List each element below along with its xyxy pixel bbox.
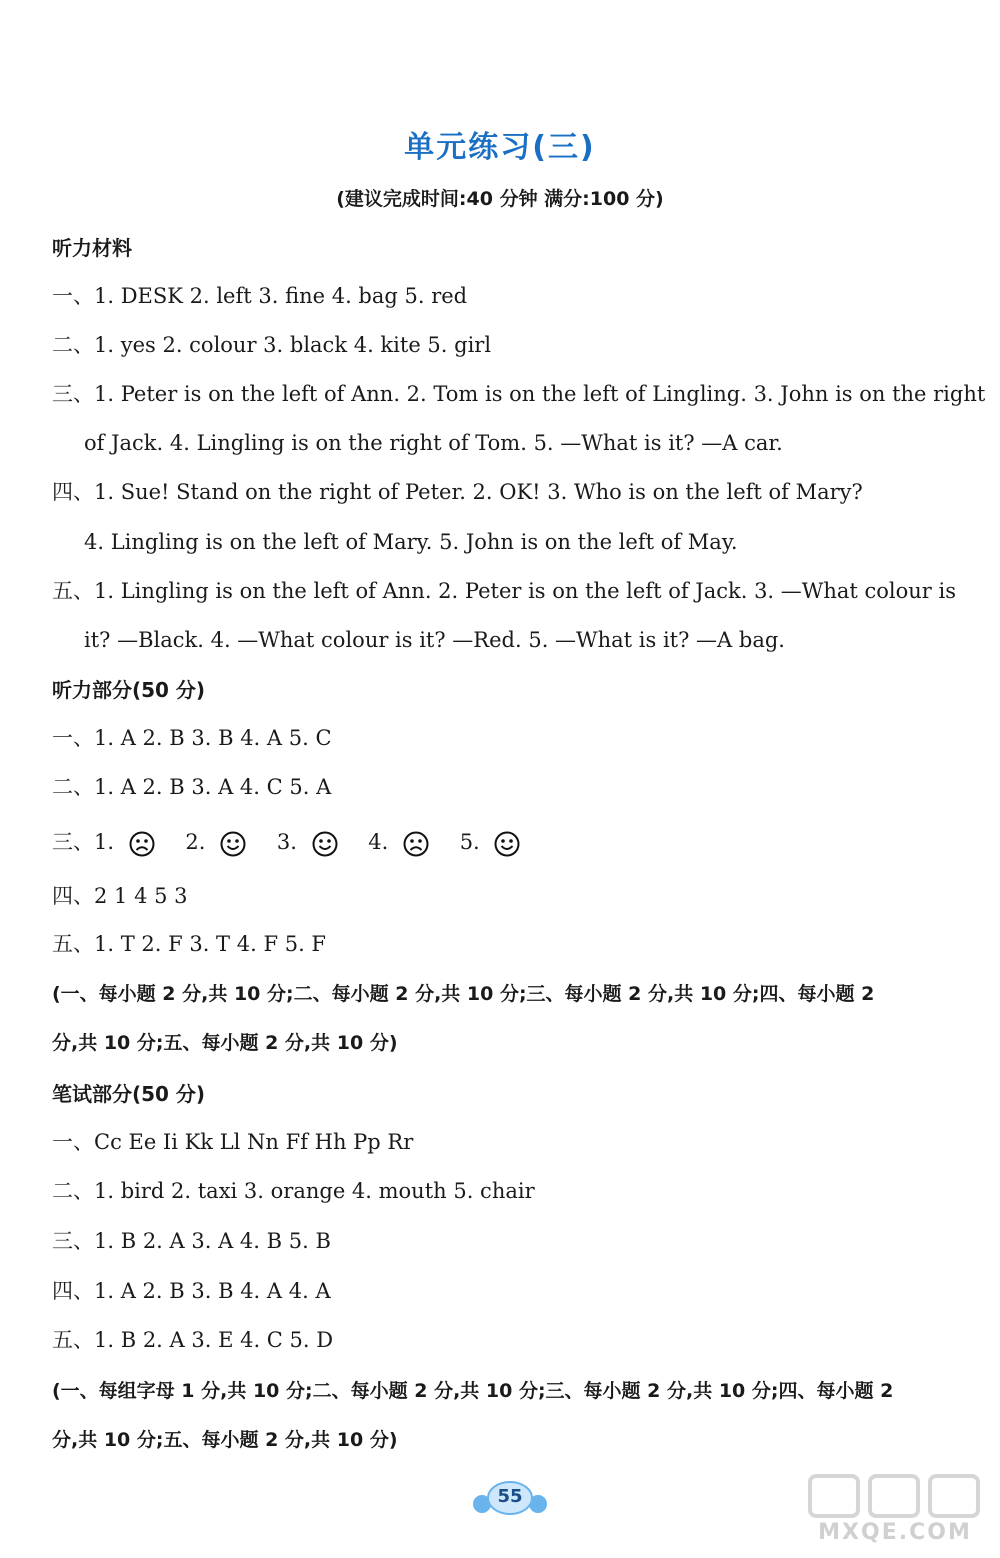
listening-material-line: 一、1. DESK 2. left 3. fine 4. bag 5. red [52,284,468,308]
page-number: 55 [497,1486,523,1507]
answer-line: 五、1. B 2. A 3. E 4. C 5. D [52,1328,334,1352]
happy-face-icon [220,831,246,857]
listening-material-line: 四、1. Sue! Stand on the right of Peter. 2. OK! 3. Who is on the left of Mary? [52,480,863,504]
sad-face-icon [129,831,155,857]
scoring-note: 分,共 10 分;五、每小题 2 分,共 10 分) [52,1032,398,1054]
scoring-note: (一、每小题 2 分,共 10 分;二、每小题 2 分,共 10 分;三、每小题 2 分,共 10 分;四、每小题 2 [52,983,875,1005]
scoring-note: 分,共 10 分;五、每小题 2 分,共 10 分) [52,1429,398,1451]
listening-material-line: 二、1. yes 2. colour 3. black 4. kite 5. girl [52,333,492,357]
answer-label: 3. [276,830,297,854]
happy-face-icon [494,831,520,857]
answer-line: 一、1. A 2. B 3. B 4. A 5. C [52,726,332,750]
scoring-note: (一、每组字母 1 分,共 10 分;二、每小题 2 分,共 10 分;三、每小题 2 分,共 10 分;四、每小题 2 [52,1380,894,1402]
answer-line: 四、1. A 2. B 3. B 4. A 4. A [52,1279,331,1303]
answer-line: 三、1. B 2. A 3. A 4. B 5. B [52,1229,331,1253]
answer-line: 四、2 1 4 5 3 [52,884,188,908]
page-number-badge [470,1478,550,1518]
watermark-text: MXQE.COM [818,1520,972,1545]
sad-face-icon [403,831,429,857]
listening-material-line: it? —Black. 4. —What colour is it? —Red. 5. —What is it? —A bag. [84,628,785,652]
written-part-heading: 笔试部分(50 分) [52,1082,206,1106]
happy-face-icon [312,831,338,857]
watermark-logo-icon [800,1470,990,1520]
answer-label: 2. [185,830,206,854]
listening-material-line: of Jack. 4. Lingling is on the right of Tom. 5. —What is it? —A car. [84,431,783,455]
listening-material-heading: 听力材料 [52,236,132,260]
answer-line: 一、Cc Ee Ii Kk Ll Nn Ff Hh Pp Rr [52,1130,414,1154]
answer-prefix: 三、1. [52,830,115,854]
watermark [800,1470,990,1550]
answer-line: 二、1. bird 2. taxi 3. orange 4. mouth 5. chair [52,1179,535,1203]
page-title: 单元练习(三) [404,130,596,165]
answer-label: 5. [459,830,480,854]
listening-part-heading: 听力部分(50 分) [52,678,206,702]
page-subtitle: (建议完成时间:40 分钟 满分:100 分) [336,188,664,210]
answer-line: 五、1. T 2. F 3. T 4. F 5. F [52,932,326,956]
face-answer-line [52,828,982,857]
answer-line: 二、1. A 2. B 3. A 4. C 5. A [52,775,332,799]
listening-material-line: 三、1. Peter is on the left of Ann. 2. Tom is on the left of Lingling. 3. John is on the right [52,382,986,406]
answer-label: 4. [368,830,389,854]
listening-material-line: 五、1. Lingling is on the left of Ann. 2. Peter is on the left of Jack. 3. —What colour is [52,579,957,603]
listening-material-line: 4. Lingling is on the left of Mary. 5. John is on the left of May. [84,530,738,554]
